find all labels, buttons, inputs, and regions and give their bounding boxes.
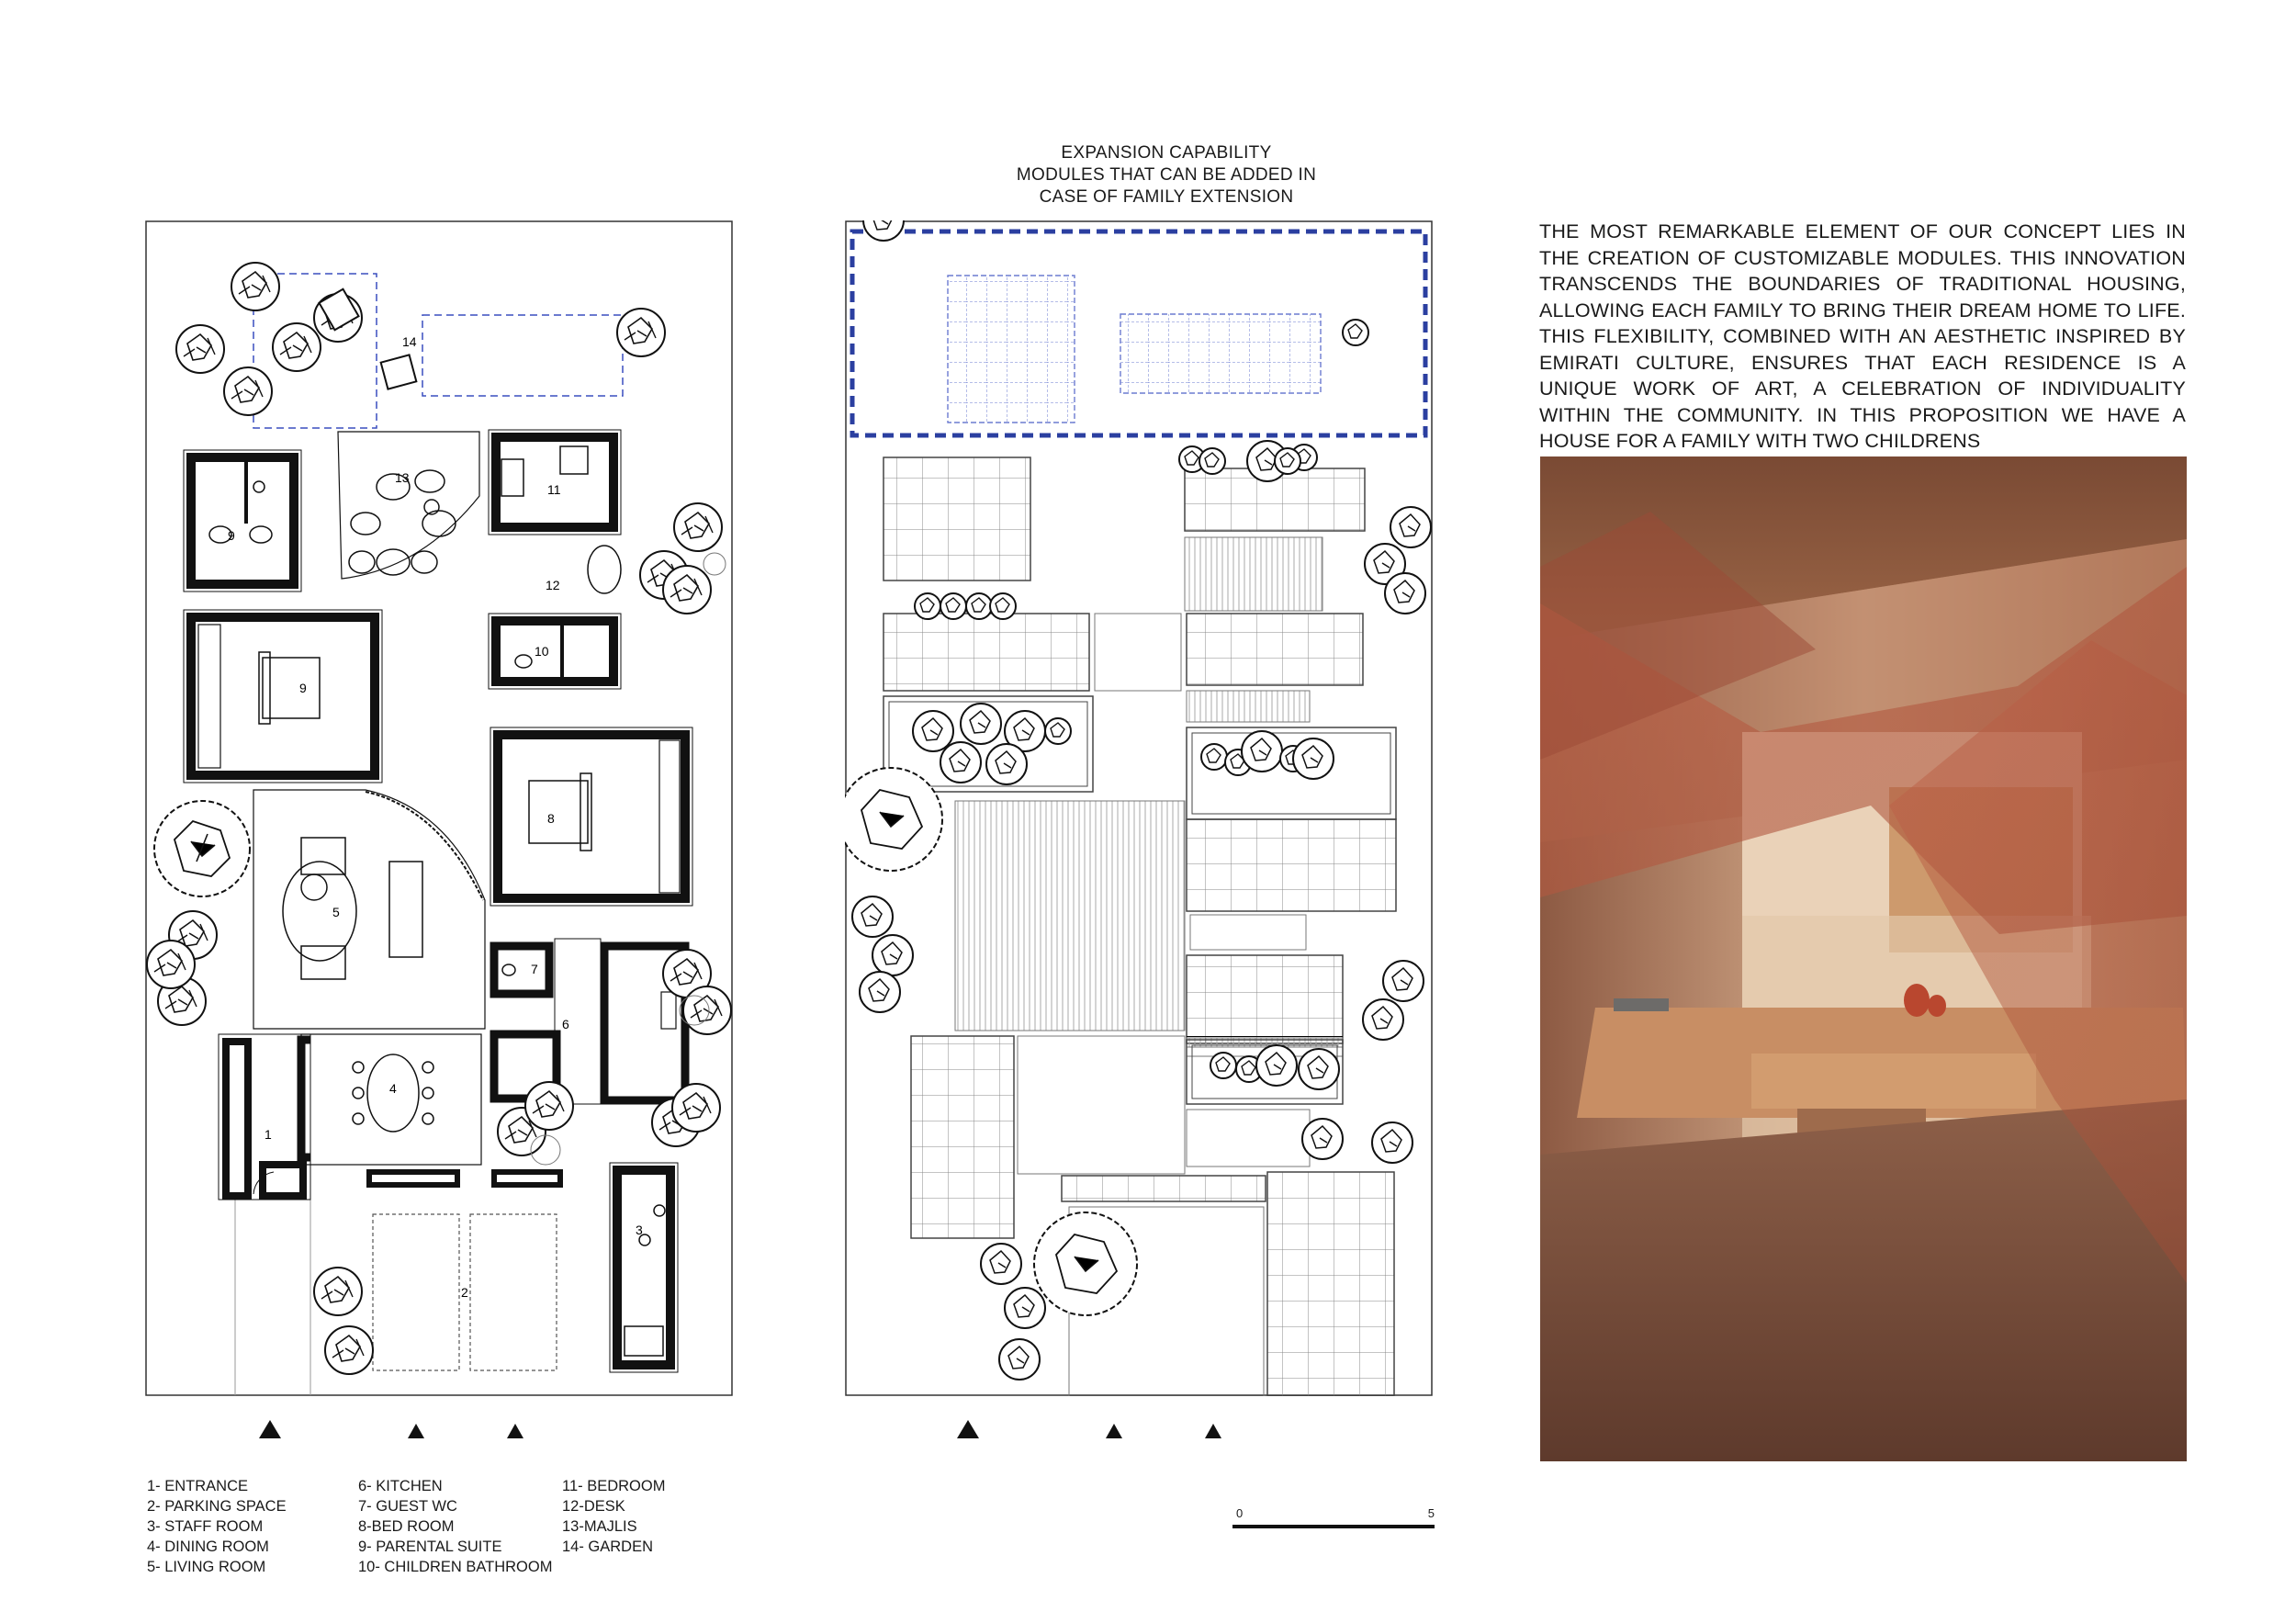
svg-text:9: 9 [228, 528, 235, 543]
entry-arrow-icon [1106, 1424, 1122, 1438]
legend-column-3 [562, 1476, 665, 1557]
expansion-title-line-1: EXPANSION CAPABILITY [1061, 143, 1272, 163]
legend-item: 13-MAJLIS [562, 1518, 637, 1535]
legend-item: 14- GARDEN [562, 1538, 654, 1555]
room-label-12: 12 [546, 578, 560, 592]
garden-area [176, 263, 665, 428]
room-label-3: 3 [636, 1223, 643, 1237]
room-label-2: 2 [461, 1285, 468, 1300]
entry-arrow-icon [1205, 1424, 1221, 1438]
room-label-9: 9 [299, 681, 307, 695]
ground-floor-plan [145, 220, 733, 1396]
legend-item: 11- BEDROOM [562, 1478, 666, 1494]
entry-arrow-icon [408, 1424, 424, 1438]
legend-item: 6- KITCHEN [358, 1478, 443, 1494]
room-label-4: 4 [389, 1081, 397, 1096]
parental-bathroom [184, 450, 301, 592]
scale-bar [1232, 1506, 1435, 1534]
room-label-1: 1 [264, 1127, 272, 1142]
room-label-8: 8 [547, 811, 555, 826]
entry-arrow-icon [259, 1420, 281, 1438]
legend-item: 8-BED ROOM [358, 1518, 455, 1535]
expansion-title-line-2: MODULES THAT CAN BE ADDED IN [1016, 165, 1317, 185]
legend-item: 12-DESK [562, 1498, 625, 1515]
scale-end: 5 [1427, 1506, 1435, 1520]
legend-column-1 [147, 1476, 287, 1577]
room-label-13: 13 [395, 470, 410, 485]
entrance [219, 1034, 310, 1200]
interior-render-image [1540, 456, 2187, 1461]
room-label-14: 14 [402, 334, 417, 349]
bedroom-11 [489, 430, 621, 535]
room-label-7: 7 [531, 962, 538, 976]
legend-item: 4- DINING ROOM [147, 1538, 269, 1555]
parking-space [373, 1214, 557, 1370]
guest-wc [494, 946, 549, 994]
legend-item: 9- PARENTAL SUITE [358, 1538, 502, 1555]
room-label-5: 5 [332, 905, 340, 919]
expansion-title [937, 142, 1396, 209]
entry-arrow-icon [957, 1420, 979, 1438]
legend-column-2 [358, 1476, 552, 1577]
legend-item: 7- GUEST WC [358, 1498, 457, 1515]
concept-paragraph: THE MOST REMARKABLE ELEMENT OF OUR CONCEPT LIES IN THE CREATION OF CUSTOMIZABLE MODULES. THIS INNOVATION TRANSCENDS THE BOUNDARIES OF TRADITIONAL HOUSING, ALLOWING EACH FAMILY TO BRING THEIR DREAM HOME TO LIFE. THIS FLEXIBILITY, COMBINED WITH AN AESTHETIC INSPIRED BY EMIRATI CULTURE, ENSURES THAT EACH RESIDENCE IS A UNIQUE WORK OF ART, A CELEBRATION OF INDIVIDUALITY WITHIN THE COMMUNITY. IN THIS PROPOSITION WE HAVE A HOUSE FOR A FAMILY WITH TWO CHILDRENS [1539, 220, 2186, 452]
legend-item: 3- STAFF ROOM [147, 1518, 264, 1535]
room-label-6: 6 [562, 1017, 569, 1031]
dining-room [301, 1034, 481, 1165]
legend-item: 2- PARKING SPACE [147, 1498, 287, 1515]
scale-line [1232, 1525, 1435, 1528]
living-room [253, 790, 485, 1029]
bedroom-8 [490, 727, 692, 906]
parental-suite [184, 610, 382, 783]
room-label-10: 10 [535, 644, 549, 659]
children-bathroom [489, 614, 621, 689]
legend-item: 5- LIVING ROOM [147, 1559, 266, 1575]
expansion-plan [845, 220, 1433, 1396]
legend-item: 10- CHILDREN BATHROOM [358, 1559, 553, 1575]
scale-start: 0 [1236, 1506, 1244, 1520]
legend-item: 1- ENTRANCE [147, 1478, 249, 1494]
entry-arrow-icon [507, 1424, 523, 1438]
expansion-title-line-3: CASE OF FAMILY EXTENSION [1039, 187, 1294, 207]
room-label-11: 11 [547, 482, 561, 497]
majlis [338, 432, 479, 579]
staff-room [610, 1163, 678, 1372]
